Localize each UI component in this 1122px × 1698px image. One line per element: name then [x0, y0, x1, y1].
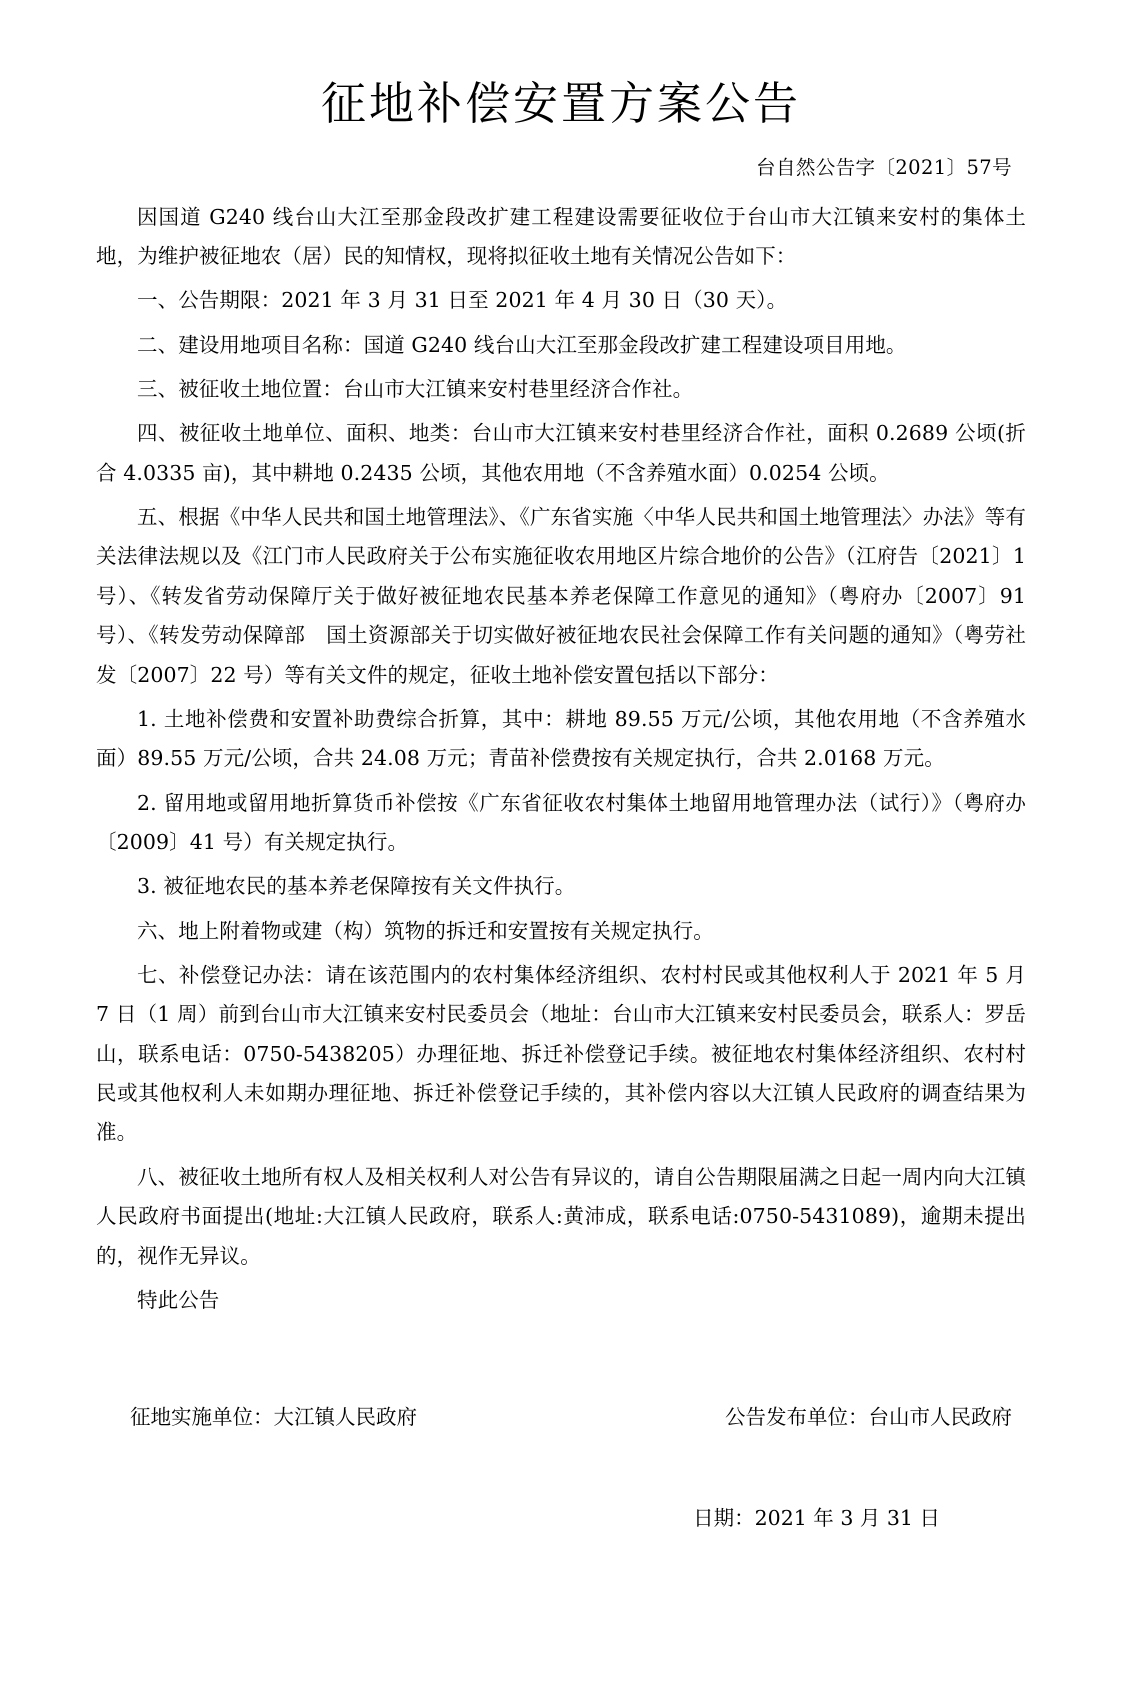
article-item-2: 二、建设用地项目名称：国道 G240 线台山大江至那金段改扩建工程建设项目用地。 — [137, 332, 907, 357]
article-item-5-sub-2: 2. 留用地或留用地折算货币补偿按《广东省征收农村集体土地留用地管理办法（试行）》（粤府办〔2009〕41 号）有关规定执行。 — [96, 790, 1026, 854]
article-item-8: 八、被征收土地所有权人及相关权利人对公告有异议的，请自公告期限届满之日起一周内向大江镇人民政府书面提出(地址:大江镇人民政府，联系人:黄沛成，联系电话:0750-5431089)，逾期未提出的，视作无异议。 — [96, 1164, 1026, 1268]
implementing-unit: 征地实施单位：大江镇人民政府 — [130, 1405, 417, 1430]
intro-paragraph: 因国道 G240 线台山大江至那金段改扩建工程建设需要征收位于台山市大江镇来安村的集体土地，为维护被征地农（居）民的知情权，现将拟征收土地有关情况公告如下： — [96, 204, 1026, 268]
article-item-1: 一、公告期限：2021 年 3 月 31 日至 2021 年 4 月 30 日（30 天）。 — [137, 288, 788, 313]
article-item-4: 四、被征收土地单位、面积、地类：台山市大江镇来安村巷里经济合作社，面积 0.2689 公顷(折合 4.0335 亩)，其中耕地 0.2435 公顷，其他农用地（不含养殖水面）0.0254 公顷。 — [96, 421, 1026, 485]
document-body — [96, 198, 1026, 1321]
publishing-unit: 公告发布单位：台山市人民政府 — [725, 1405, 1012, 1430]
article-item-5-sub-1: 1. 土地补偿费和安置补助费综合折算，其中：耕地 89.55 万元/公顷，其他农用地（不含养殖水面）89.55 万元/公顷，合共 24.08 万元；青苗补偿费按有关规定执行，合共 2.0168 万元。 — [96, 706, 1026, 771]
article-item-3: 三、被征收土地位置：台山市大江镇来安村巷里经济合作社。 — [137, 376, 694, 401]
article-item-5: 五、根据《中华人民共和国土地管理法》、《广东省实施〈中华人民共和国土地管理法〉办法》等有关法律法规以及《江门市人民政府关于公布实施征收农用地区片综合地价的公告》（江府告〔2021〕1 号）、《转发省劳动保障厅关于做好被征地农民基本养老保障工作意见的通知》（粤府办〔2007〕91 号）、《转发劳动保障部 国土资源部关于切实做好被征地农民社会保障工作有关问题的通知》（粤劳社发〔2007〕22 号）等有关文件的规定，征收土地补偿安置包括以下部分： — [96, 505, 1026, 687]
document-number: 台自然公告字〔2021〕57号 — [756, 156, 1012, 180]
closing-note: 特此公告 — [137, 1287, 220, 1312]
page-title: 征地补偿安置方案公告 — [320, 77, 801, 130]
date-line: 日期：2021 年 3 月 31 日 — [693, 1506, 940, 1531]
article-item-5-sub-3: 3. 被征地农民的基本养老保障按有关文件执行。 — [137, 874, 576, 899]
bottom-spacer — [96, 1538, 1026, 1658]
article-item-7: 七、补偿登记办法：请在该范围内的农村集体经济组织、农村村民或其他权利人于 2021 年 5 月 7 日（1 周）前到台山市大江镇来安村民委员会（地址：台山市大江镇来安村民委员会，联系人：罗岳山，联系电话：0750-5438205）办理征地、拆迁补偿登记手续。被征地农村集体经济组织、农村村民或其他权利人未如期办理征地、拆迁补偿登记手续的，其补偿内容以大江镇人民政府的调查结果为准。 — [96, 963, 1026, 1145]
signature-block — [96, 1398, 1026, 1437]
article-item-6: 六、地上附着物或建（构）筑物的拆迁和安置按有关规定执行。 — [137, 918, 714, 943]
